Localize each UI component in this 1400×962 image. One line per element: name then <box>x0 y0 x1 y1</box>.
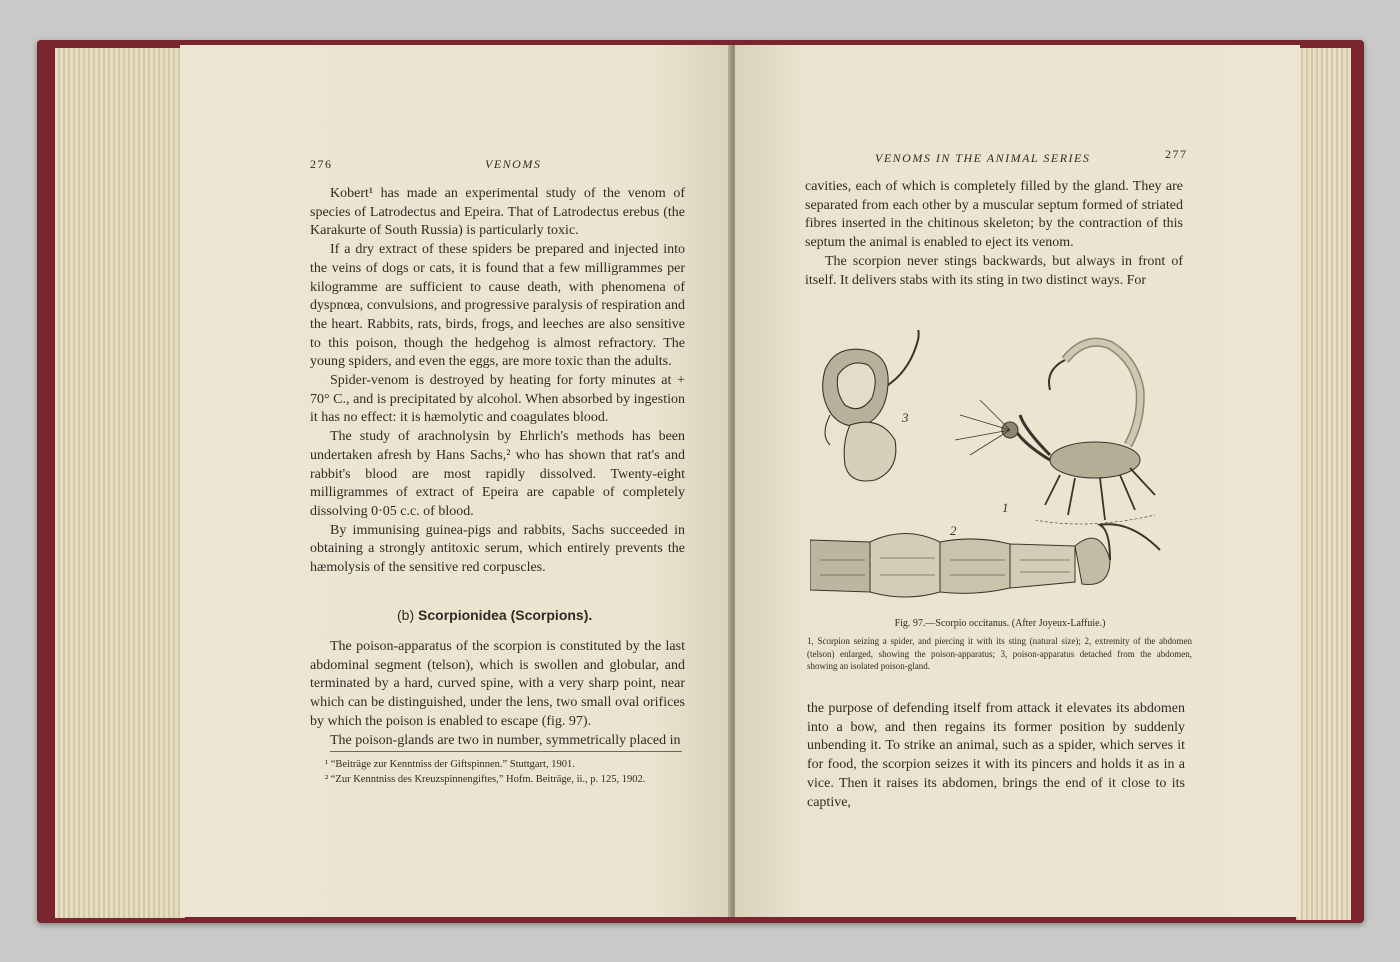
running-head-right: VENOMS IN THE ANIMAL SERIES <box>875 151 1091 165</box>
scorpion-figure <box>810 330 1180 610</box>
section-prefix: (b) <box>397 607 415 623</box>
page-number-right: 277 <box>1165 147 1188 161</box>
right-body-text-bottom <box>807 700 1185 812</box>
paragraph: Spider-venom is destroyed by heating for forty minutes at + 70° C., and is precipitated by alcohol. When absorbed by ingestion it has no effect: it is hæmolytic and coagulates blood. <box>310 373 685 426</box>
footnote-2: ² “Zur Kenntniss des Kreuzspinnengiftes,” Hofm. Beiträge, ii., p. 125, 1902. <box>325 774 646 785</box>
page-number-left: 276 <box>310 157 333 171</box>
page-edges-right <box>1296 48 1351 920</box>
section-heading <box>397 607 592 623</box>
page-edges-left <box>55 48 185 918</box>
paragraph: The poison-apparatus of the scorpion is constituted by the last abdominal segment (telson), which is swollen and globular, and terminated by a hard, curved spine, with a very sharp point, near which can be distinguished, under the lens, two small oval orifices by which the poison is enabled to escape (fig. 97). <box>310 639 685 729</box>
figure-label-1: 1 <box>1002 500 1009 515</box>
figure-label-2: 2 <box>950 523 957 538</box>
paragraph: the purpose of defending itself from attack it elevates its abdomen into a bow, and then regains its former position by suddenly unbending it. To strike an animal, such as a spider, which serves it for food, the scorpion seizes it with its pincers and holds it as in a vice. Then it raises its abdomen, brings the end of it close to its captive, <box>807 701 1185 810</box>
paragraph: cavities, each of which is completely filled by the gland. They are separated from each other by a muscular septum formed of striated fibres inserted in the chitinous skeleton; by the contraction of this septum the animal is enabled to eject its venom. <box>805 179 1183 251</box>
right-body-text-top <box>805 178 1183 290</box>
figure-caption-title: Fig. 97.—Scorpio occitanus. (After Joyeux-Laffuie.) <box>894 618 1106 629</box>
footnote-rule <box>330 751 682 752</box>
left-body-text-continued <box>310 638 685 750</box>
left-body-text <box>310 185 685 578</box>
telson-enlarged-illustration <box>810 524 1160 597</box>
paragraph: If a dry extract of these spiders be prepared and injected into the veins of dogs or cats, it is found that a few milligrammes per kilogramme are sufficient to cause death, with phenomena of dyspnœa, convulsions, and progressive paralysis of respiration and the heart. Rabbits, rats, birds, frogs, and leeches are also sensitive to this poison, though the hedgehog is almost refractory. The young spiders, and even the eggs, are more toxic than the adults. <box>310 242 685 370</box>
paragraph: By immunising guinea-pigs and rabbits, Sachs succeeded in obtaining a strongly antitoxic serum, which entirely prevents the hæmolysis of the sensitive red corpuscles. <box>310 522 685 576</box>
paragraph: The scorpion never stings backwards, but always in front of itself. It delivers stabs with its sting in two distinct ways. For <box>805 253 1183 288</box>
paragraph: Kobert¹ has made an experimental study of the venom of species of Latrodectus and Epeira. That of Latrodectus erebus (the Karakurte of South Russia) is particularly toxic. <box>310 186 685 239</box>
running-head-left: VENOMS <box>485 157 542 171</box>
figure-label-3: 3 <box>902 410 909 425</box>
footnote-1: ¹ “Beiträge zur Kenntniss der Giftspinnen.” Stuttgart, 1901. <box>325 759 575 770</box>
poison-gland-illustration <box>823 330 919 481</box>
scorpion-seizing-spider-illustration <box>955 342 1155 524</box>
footnotes <box>325 757 685 787</box>
right-page <box>735 45 1300 917</box>
paragraph: The study of arachnolysin by Ehrlich's methods has been undertaken afresh by Hans Sachs,² who has shown that rat's and rabbit's blood are most rapidly dissolved. Twenty-eight milligrammes of extract of Epeira are capable of completely dissolving 0·05 c.c. of blood. <box>310 429 685 519</box>
figure-caption-body: 1, Scorpion seizing a spider, and piercing it with its sting (natural size); 2, extremity of the abdomen (telson) enlarged, showing the poison-apparatus; 3, poison-apparatus detached from the abdomen, showing an isolated poison-gland. <box>807 636 1192 671</box>
left-page <box>180 45 732 917</box>
paragraph: The poison-glands are two in number, symmetrically placed in <box>330 732 681 748</box>
section-title: Scorpionidea (Scorpions). <box>418 607 593 623</box>
